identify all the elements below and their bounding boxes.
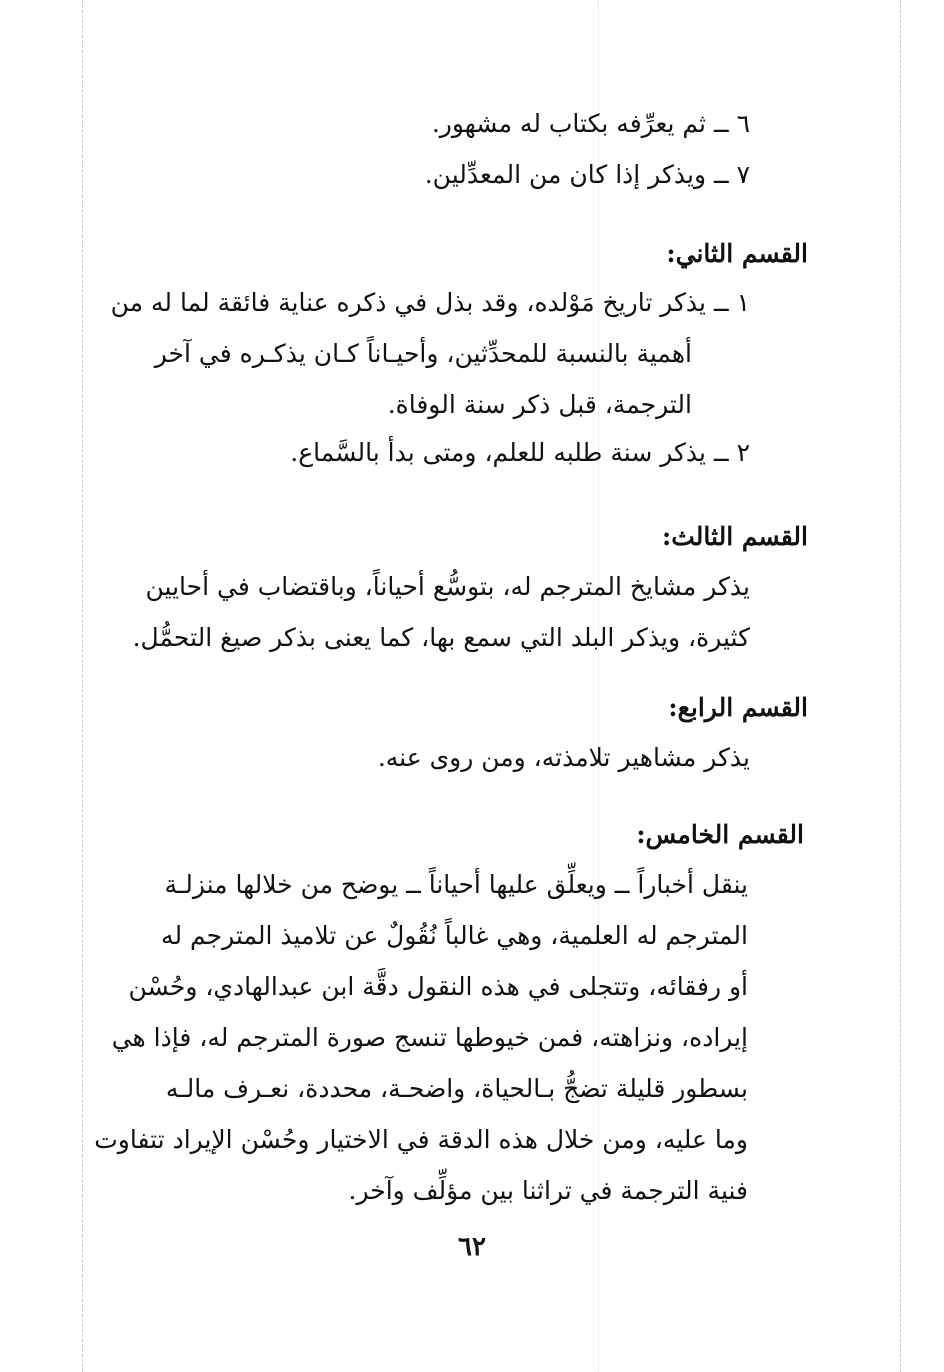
list-item-7: ٧ ــ ويذكر إذا كان من المعدِّلين. <box>424 160 750 189</box>
section2-item2-line: ٢ ــ يذكر سنة طلبه للعلم، ومتى بدأ بالسَّماع. <box>290 438 750 467</box>
section5-line-7: فنية الترجمة في تراثنا بين مؤلِّف وآخر. <box>348 1176 748 1205</box>
section2-item2 <box>290 427 750 478</box>
section2-item1-line-1: ١ ــ يذكر تاريخ مَوْلده، وقد بذل في ذكره عناية فائقة لما له من <box>110 288 750 317</box>
section4-heading: القسم الرابع: <box>668 693 808 722</box>
section5-heading: القسم الخامس: <box>636 820 804 849</box>
section3-body <box>133 561 750 663</box>
section5-line-3: أو رفقائه، وتتجلى في هذه النقول دقَّة ابن عبدالهادي، وحُسْن <box>128 972 748 1001</box>
scan-margin-line-left <box>82 0 83 1372</box>
section4-body <box>378 732 750 783</box>
list-item-6: ٦ ــ ثم يعرِّفه بكتاب له مشهور. <box>431 109 750 138</box>
section1-items <box>425 98 750 200</box>
section5-line-1: ينقل أخباراً ــ ويعلِّق عليها أحياناً ــ يوضح من خلالها منزلـة <box>164 870 748 899</box>
section2-item1 <box>111 277 750 430</box>
section2-heading: القسم الثاني: <box>666 239 808 268</box>
section2-item1-line-2: أهمية بالنسبة للمحدِّثين، وأحيـاناً كـان يذكـره في آخر <box>154 339 692 368</box>
section5-line-6: وما عليه، ومن خلال هذه الدقة في الاختيار وحُسْن الإيراد تتفاوت <box>94 1125 748 1154</box>
section3-line-2: كثيرة، ويذكر البلد التي سمع بها، كما يعنى بذكر صيغ التحمُّل. <box>132 623 750 652</box>
section4-line-1: يذكر مشاهير تلامذته، ومن روى عنه. <box>377 743 750 772</box>
section5-line-2: المترجم له العلمية، وهي غالباً نُقُولٌ عن تلاميذ المترجم له <box>161 921 748 950</box>
section5-line-4: إيراده، ونزاهته، فمن خيوطها تنسج صورة المترجم له، فإذا هي <box>111 1023 748 1052</box>
section3-line-1: يذكر مشايخ المترجم له، بتوسُّع أحياناً، وباقتضاب في أحايين <box>145 572 750 601</box>
scan-margin-line-right <box>900 0 901 1372</box>
section5-line-5: بسطور قليلة تضجُّ بـالحياة، واضحـة، محددة، نعـرف مالـه <box>165 1074 748 1103</box>
page-number: ٦٢ <box>458 1232 486 1262</box>
section3-heading: القسم الثالث: <box>662 522 808 551</box>
section2-item1-line-3: الترجمة، قبل ذكر سنة الوفاة. <box>387 390 692 419</box>
section5-body <box>94 859 748 1216</box>
